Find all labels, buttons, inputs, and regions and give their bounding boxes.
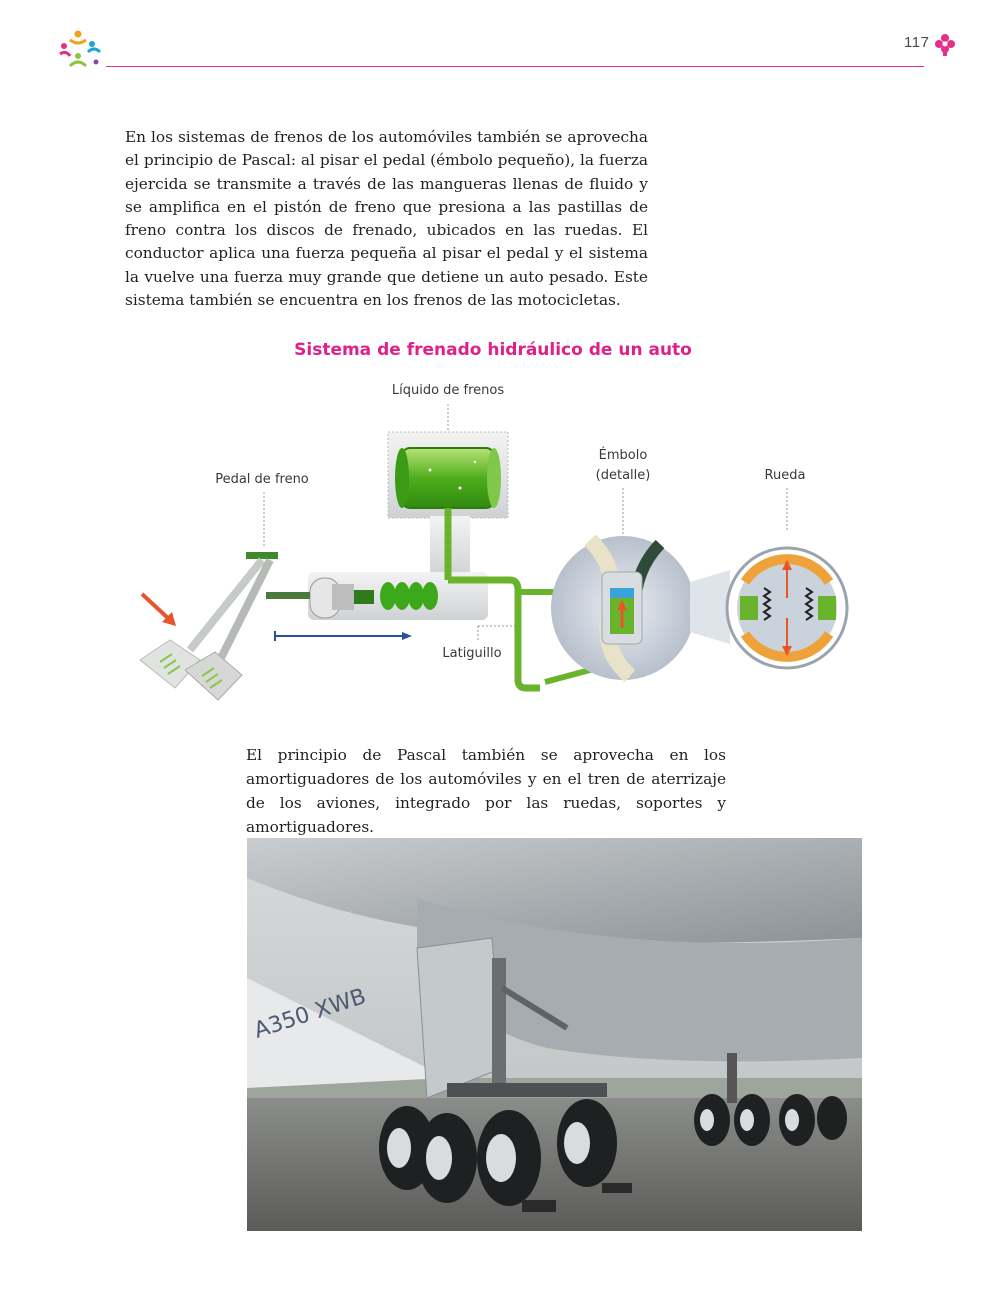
page-number: 117 bbox=[904, 34, 930, 51]
header-rule bbox=[106, 66, 924, 67]
colorful-figures-logo-icon bbox=[56, 26, 104, 70]
label-hose: Latiguillo bbox=[442, 646, 502, 661]
pink-flower-icon bbox=[934, 32, 956, 56]
label-piston-line2: (detalle) bbox=[595, 468, 651, 483]
body-paragraph-2: El principio de Pascal también se aprovecha en los amortiguadores de los automóviles y en el tren de aterrizaje de los aviones, integrado por las ruedas, soportes y amortiguadores. bbox=[246, 746, 726, 836]
body-paragraph: En los sistemas de frenos de los automóviles también se aprovecha el principio de Pascal: al pisar el pedal (émbolo pequeño), la fuerza ejercida se transmite a través de las mangueras llenas de fluido y se amplifica en el pistón de freno que presiona a las pastillas de freno contra los discos de frenado, ubicados en las ruedas. El conductor aplica una fuerza pequeña al pisar el pedal y el sistema la vuelve una fuerza muy grande que detiene un auto pesado. Este sistema también se encuentra en los frenos de las motocicletas. bbox=[125, 128, 648, 310]
label-liquid: Líquido de frenos bbox=[391, 383, 505, 398]
hydraulic-brake-diagram bbox=[130, 370, 860, 710]
label-wheel: Rueda bbox=[764, 468, 806, 483]
label-pedal: Pedal de freno bbox=[215, 472, 309, 487]
figure-title: Sistema de frenado hidráulico de un auto bbox=[294, 340, 692, 360]
airplane-landing-gear-photo bbox=[247, 838, 862, 1231]
label-piston-line1: Émbolo bbox=[598, 448, 648, 463]
fuselage-text: A350 XWB bbox=[251, 984, 370, 1044]
